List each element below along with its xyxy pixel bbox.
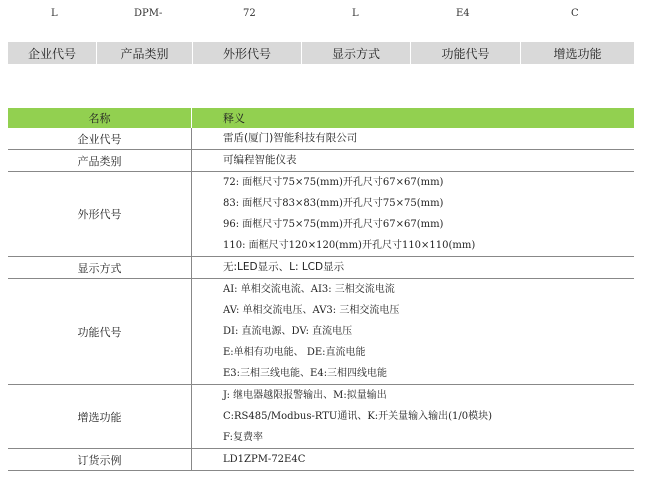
header-shape: 外形代号: [193, 42, 302, 64]
desc-line: 110: 面框尺寸120×120(mm)开孔尺寸110×110(mm): [223, 240, 476, 251]
row-name: 显示方式: [8, 257, 192, 279]
desc-line: 雷盾(厦门)智能科技有限公司: [223, 132, 358, 144]
table-row: [8, 128, 634, 150]
row-desc: [192, 172, 635, 257]
row-name: 企业代号: [8, 128, 192, 150]
code-function: E4: [456, 8, 470, 19]
desc-line: J: 继电器越限报警输出、M:拟量输出: [223, 390, 387, 401]
row-desc: [192, 128, 635, 150]
row-name: 功能代号: [8, 279, 192, 385]
col-desc-header: 释义: [192, 108, 635, 128]
desc-line: 83: 面框尺寸83×83(mm)开孔尺寸75×75(mm): [223, 198, 444, 209]
row-name: 订货示例: [8, 449, 192, 471]
col-name-header: 名称: [8, 108, 192, 128]
header-function: 功能代号: [411, 42, 521, 64]
table-row: [8, 150, 634, 172]
row-desc: [192, 150, 635, 172]
header-display: 显示方式: [302, 42, 411, 64]
model-code-row: [0, 8, 647, 22]
desc-line: 可编程智能仪表: [223, 154, 297, 166]
desc-line: 96: 面框尺寸75×75(mm)开孔尺寸67×67(mm): [223, 219, 444, 230]
spec-table: [8, 108, 634, 471]
code-display: L: [352, 8, 359, 19]
code-header-bar: [8, 42, 634, 64]
header-company: 企业代号: [8, 42, 97, 64]
table-row: [8, 257, 634, 279]
spec-table-header: [8, 108, 634, 128]
desc-line: F:复费率: [223, 432, 263, 443]
row-desc: [192, 257, 635, 279]
desc-line: E3:三相三线电能、E4:三相四线电能: [223, 368, 388, 379]
table-row: [8, 172, 634, 257]
desc-line: DI: 直流电源、DV: 直流电压: [223, 326, 353, 337]
code-shape: 72: [243, 8, 256, 19]
header-product: 产品类别: [97, 42, 193, 64]
code-company: L: [51, 8, 58, 19]
desc-line: C:RS485/Modbus-RTU通讯、K:开关量输入输出(1/0模块): [223, 411, 493, 422]
table-row: [8, 385, 634, 449]
desc-line: LD1ZPM-72E4C: [223, 454, 306, 465]
desc-line: 72: 面框尺寸75×75(mm)开孔尺寸67×67(mm): [223, 177, 444, 188]
table-row: [8, 279, 634, 385]
code-option: C: [571, 8, 579, 19]
table-row: [8, 449, 634, 471]
code-product: DPM-: [134, 8, 163, 19]
desc-line: 无:LED显示、L: LCD显示: [223, 261, 345, 273]
header-option: 增选功能: [521, 42, 634, 64]
row-desc: [192, 449, 635, 471]
row-name: 产品类别: [8, 150, 192, 172]
desc-line: AV: 单相交流电压、AV3: 三相交流电压: [223, 305, 400, 316]
row-name: 增选功能: [8, 385, 192, 449]
row-desc: [192, 385, 635, 449]
desc-line: AI: 单相交流电流、AI3: 三相交流电流: [223, 284, 395, 295]
desc-line: E:单相有功电能、 DE:直流电能: [223, 347, 366, 358]
row-name: 外形代号: [8, 172, 192, 257]
row-desc: [192, 279, 635, 385]
